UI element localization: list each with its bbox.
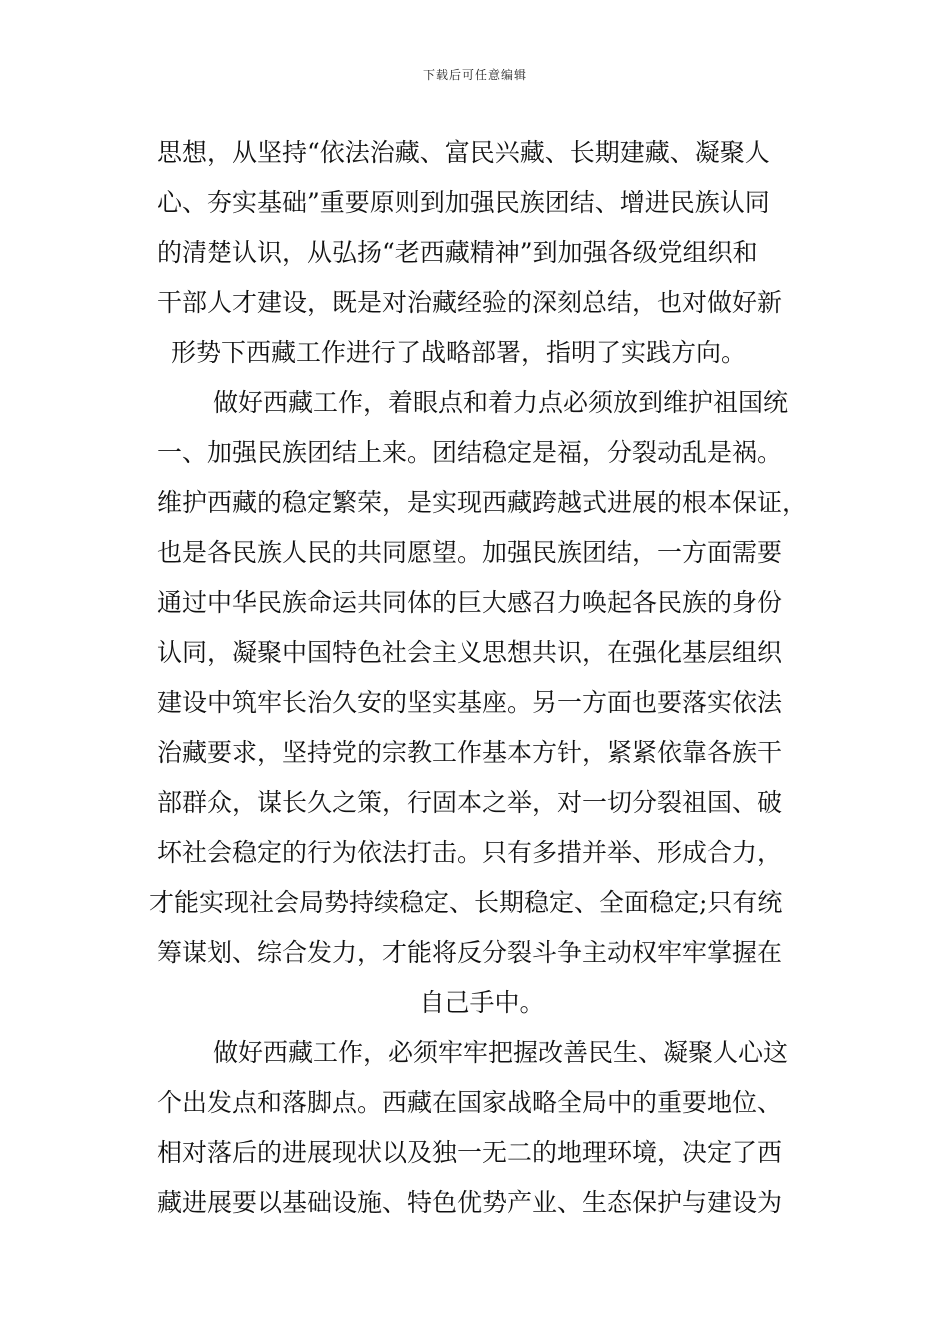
body-line: 坏社会稳定的行为依法打击。只有多措并举、形成合力， [157, 838, 783, 867]
body-line: 通过中华民族命运共同体的巨大感召力唤起各民族的身份 [157, 588, 783, 617]
body-line: 筹谋划、综合发力，才能将反分裂斗争主动权牢牢掌握在 [157, 938, 783, 967]
body-line: 思想，从坚持“依法治藏、富民兴藏、长期建藏、凝聚人 [157, 138, 770, 167]
body-line: 的清楚认识，从弘扬“老西藏精神”到加强各级党组织和 [157, 238, 758, 267]
document-body [149, 128, 807, 1228]
body-line: 形势下西藏工作进行了战略部署，指明了实践方向。 [171, 338, 747, 367]
body-line: 心、夯实基础”重要原则到加强民族团结、增进民族认同 [157, 188, 770, 217]
body-line: 也是各民族人民的共同愿望。加强民族团结，一方面需要 [157, 538, 783, 567]
page-header: 下载后可任意编辑 [422, 68, 527, 82]
body-line: 建设中筑牢长治久安的坚实基座。另一方面也要落实依法 [157, 688, 783, 717]
body-line: 相对落后的进展现状以及独一无二的地理环境，决定了西 [157, 1138, 783, 1167]
body-line: 部群众，谋长久之策，行固本之举，对一切分裂祖国、破 [157, 788, 783, 817]
paragraph-start-line: 做好西藏工作，必须牢牢把握改善民生、凝聚人心这 [213, 1038, 789, 1067]
body-line: 一、加强民族团结上来。团结稳定是福，分裂动乱是祸。 [157, 438, 783, 467]
body-line: 维护西藏的稳定繁荣，是实现西藏跨越式进展的根本保证， [157, 488, 807, 517]
body-line: 个出发点和落脚点。西藏在国家战略全局中的重要地位、 [157, 1088, 783, 1117]
body-line: 才能实现社会局势持续稳定、长期稳定、全面稳定;只有统 [149, 888, 783, 917]
body-line: 干部人才建设，既是对治藏经验的深刻总结，也对做好新 [157, 288, 783, 317]
body-line: 认同，凝聚中国特色社会主义思想共识，在强化基层组织 [157, 638, 783, 667]
body-line: 治藏要求，坚持党的宗教工作基本方针，紧紧依靠各族干 [157, 738, 783, 767]
paragraph-end-line: 自己手中。 [419, 988, 545, 1017]
paragraph-start-line: 做好西藏工作，着眼点和着力点必须放到维护祖国统 [213, 388, 789, 417]
body-line: 藏进展要以基础设施、特色优势产业、生态保护与建设为 [157, 1188, 783, 1217]
